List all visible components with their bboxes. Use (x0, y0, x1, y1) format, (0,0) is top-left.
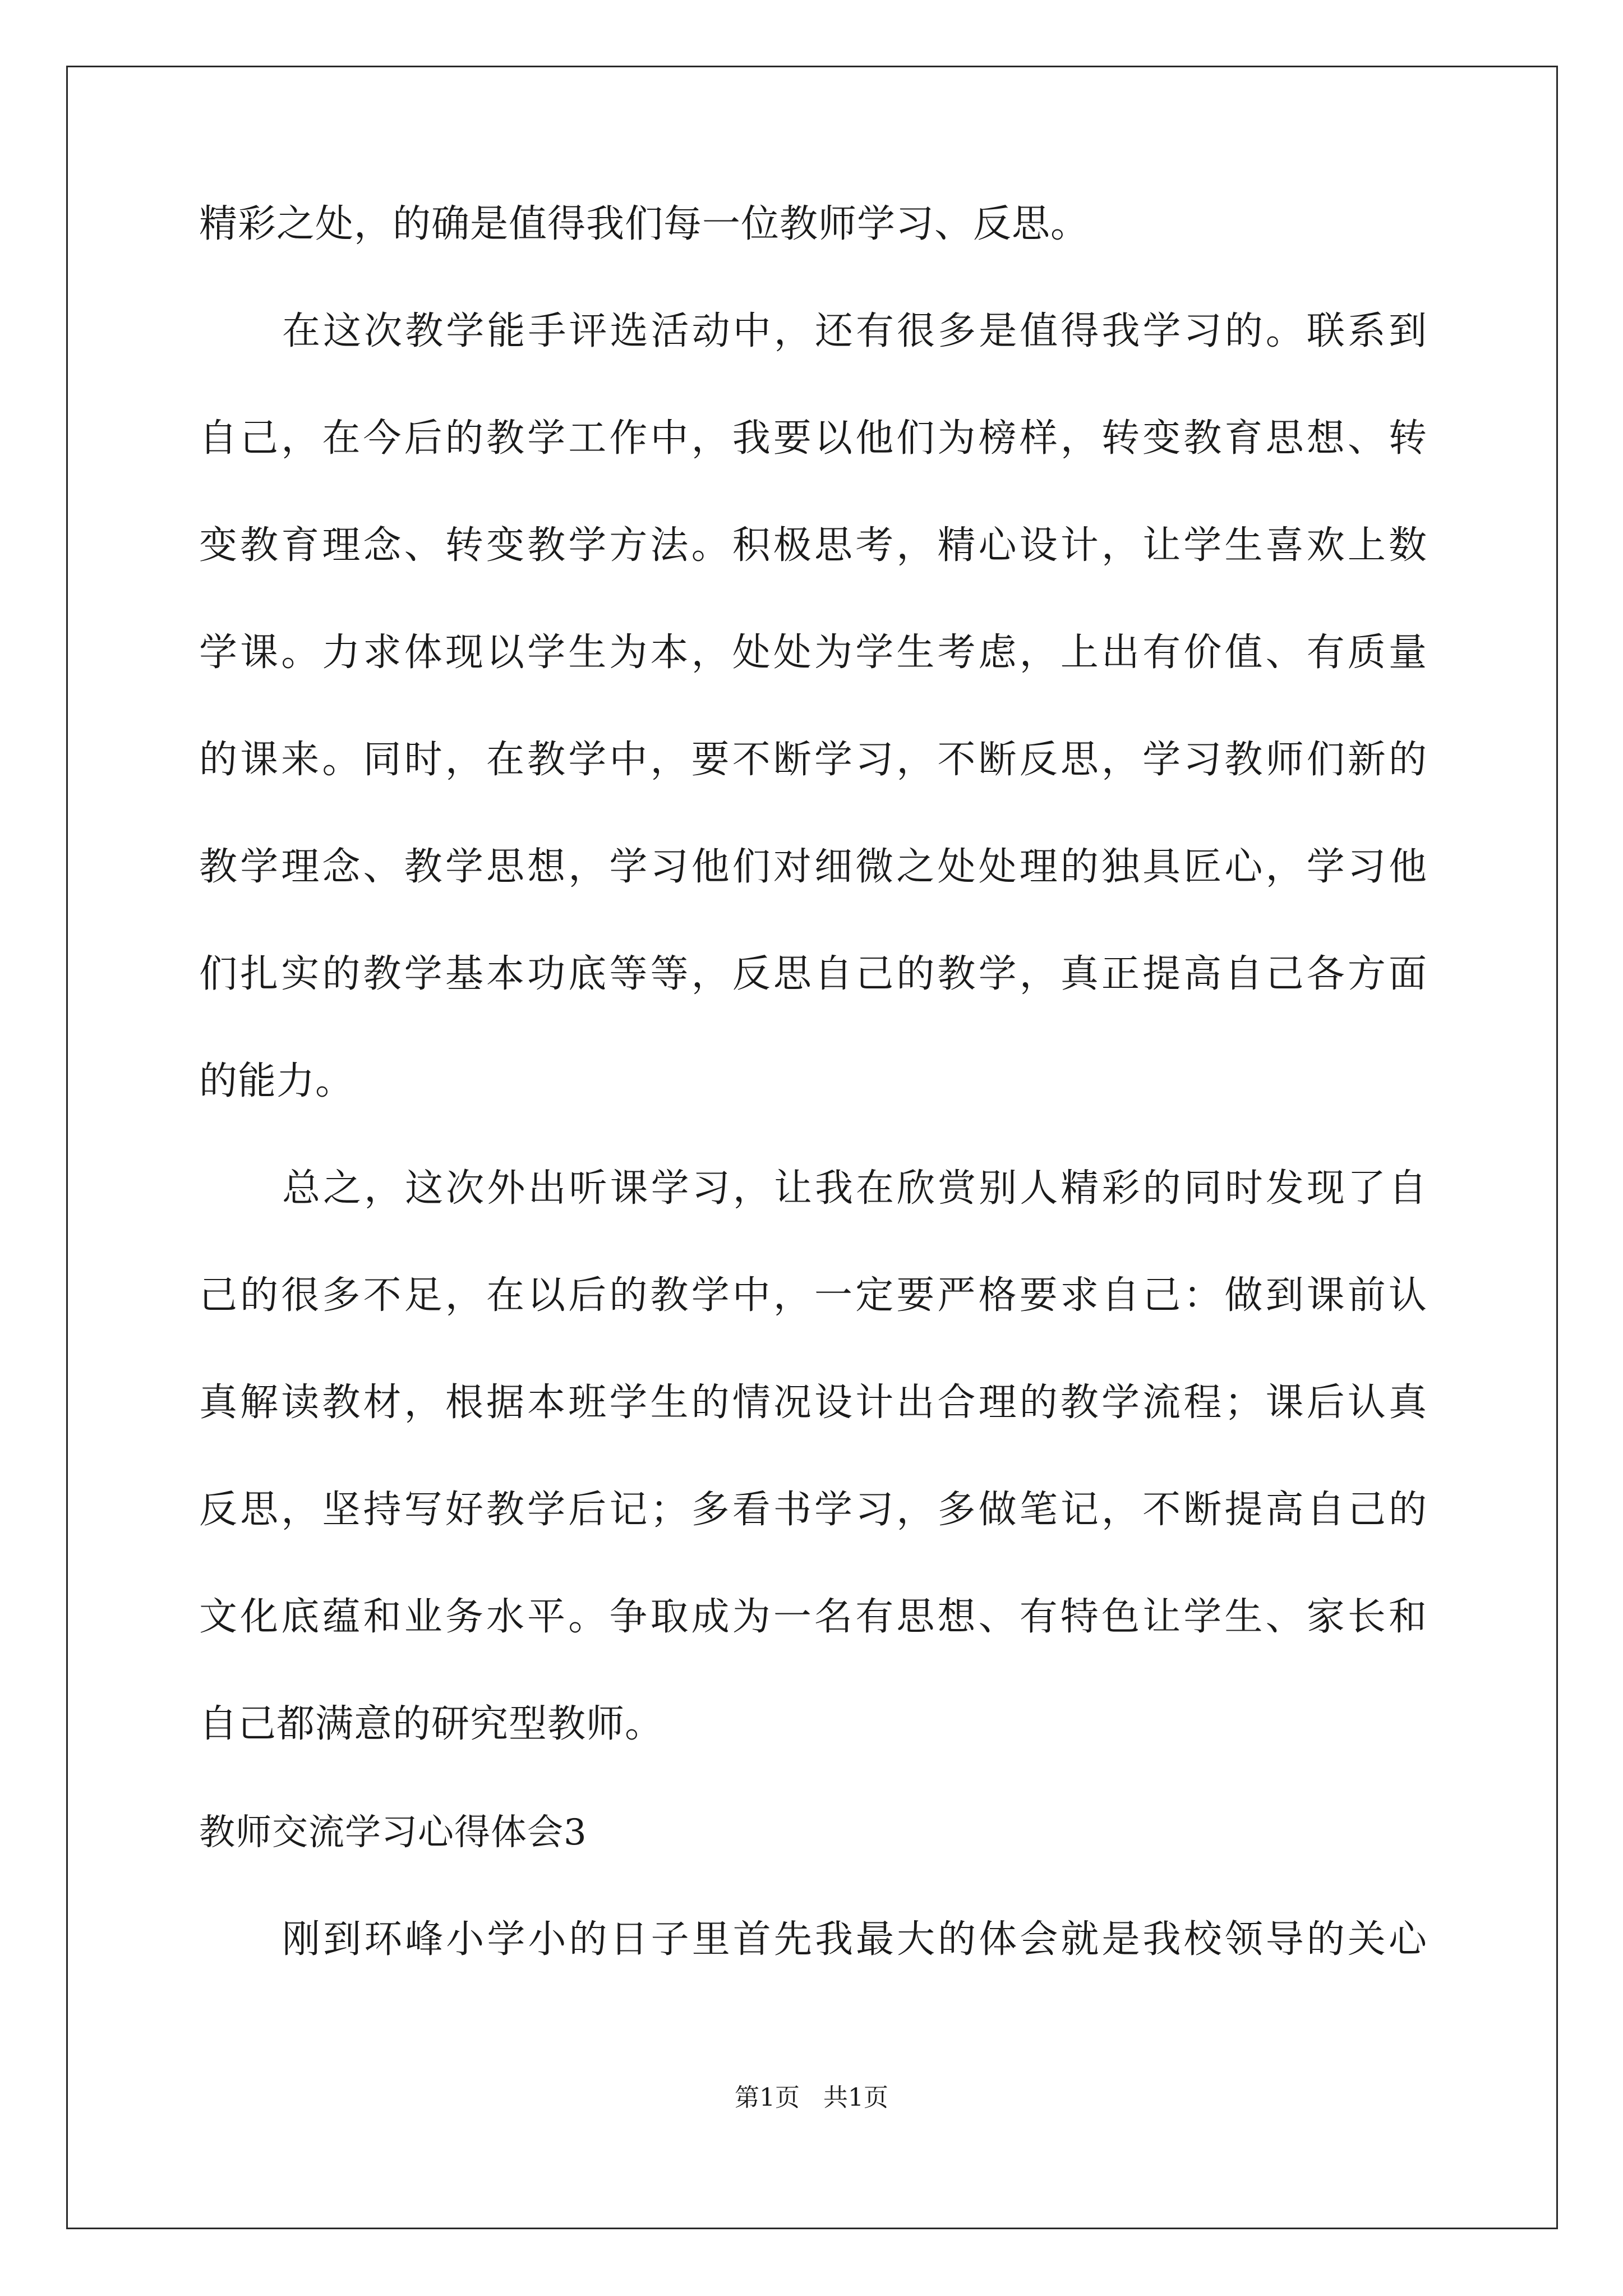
paragraph-first-line: 总之，这次外出听课学习，让我在欣赏别人精彩的同时发现了自 (282, 1166, 1427, 1211)
text-line: 己的很多不足，在以后的教学中，一定要严格要求自己：做到课前认 (199, 1273, 1427, 1318)
text-line: 反思，坚持写好教学后记；多看书学习，多做笔记，不断提高自己的 (199, 1488, 1427, 1532)
page-number-footer: 第1页 共1页 (735, 2083, 888, 2112)
text-line: 精彩之处，的确是值得我们每一位教师学习、反思。 (199, 202, 1090, 246)
text-line: 教学理念、教学思想，学习他们对细微之处处理的独具匠心，学习他 (199, 845, 1427, 889)
paragraph-first-line: 刚到环峰小学小的日子里首先我最大的体会就是我校领导的关心 (282, 1917, 1427, 1962)
paragraph-first-line: 在这次教学能手评选活动中，还有很多是值得我学习的。联系到 (282, 309, 1427, 353)
text-line: 们扎实的教学基本功底等等，反思自己的教学，真正提高自己各方面 (199, 952, 1427, 996)
section-heading: 教师交流学习心得体会3 (199, 1812, 587, 1853)
text-line: 的能力。 (199, 1059, 354, 1103)
text-line: 学课。力求体现以学生为本，处处为学生考虑，上出有价值、有质量 (199, 631, 1427, 675)
page-border (66, 66, 1558, 2229)
text-line: 变教育理念、转变教学方法。积极思考，精心设计，让学生喜欢上数 (199, 523, 1427, 568)
text-line: 的课来。同时，在教学中，要不断学习，不断反思，学习教师们新的 (199, 738, 1427, 782)
text-line: 自己都满意的研究型教师。 (199, 1702, 664, 1746)
text-line: 文化底蕴和业务水平。争取成为一名有思想、有特色让学生、家长和 (199, 1595, 1427, 1639)
text-line: 真解读教材，根据本班学生的情况设计出合理的教学流程；课后认真 (199, 1381, 1427, 1425)
text-line: 自己，在今后的教学工作中，我要以他们为榜样，转变教育思想、转 (199, 416, 1427, 461)
